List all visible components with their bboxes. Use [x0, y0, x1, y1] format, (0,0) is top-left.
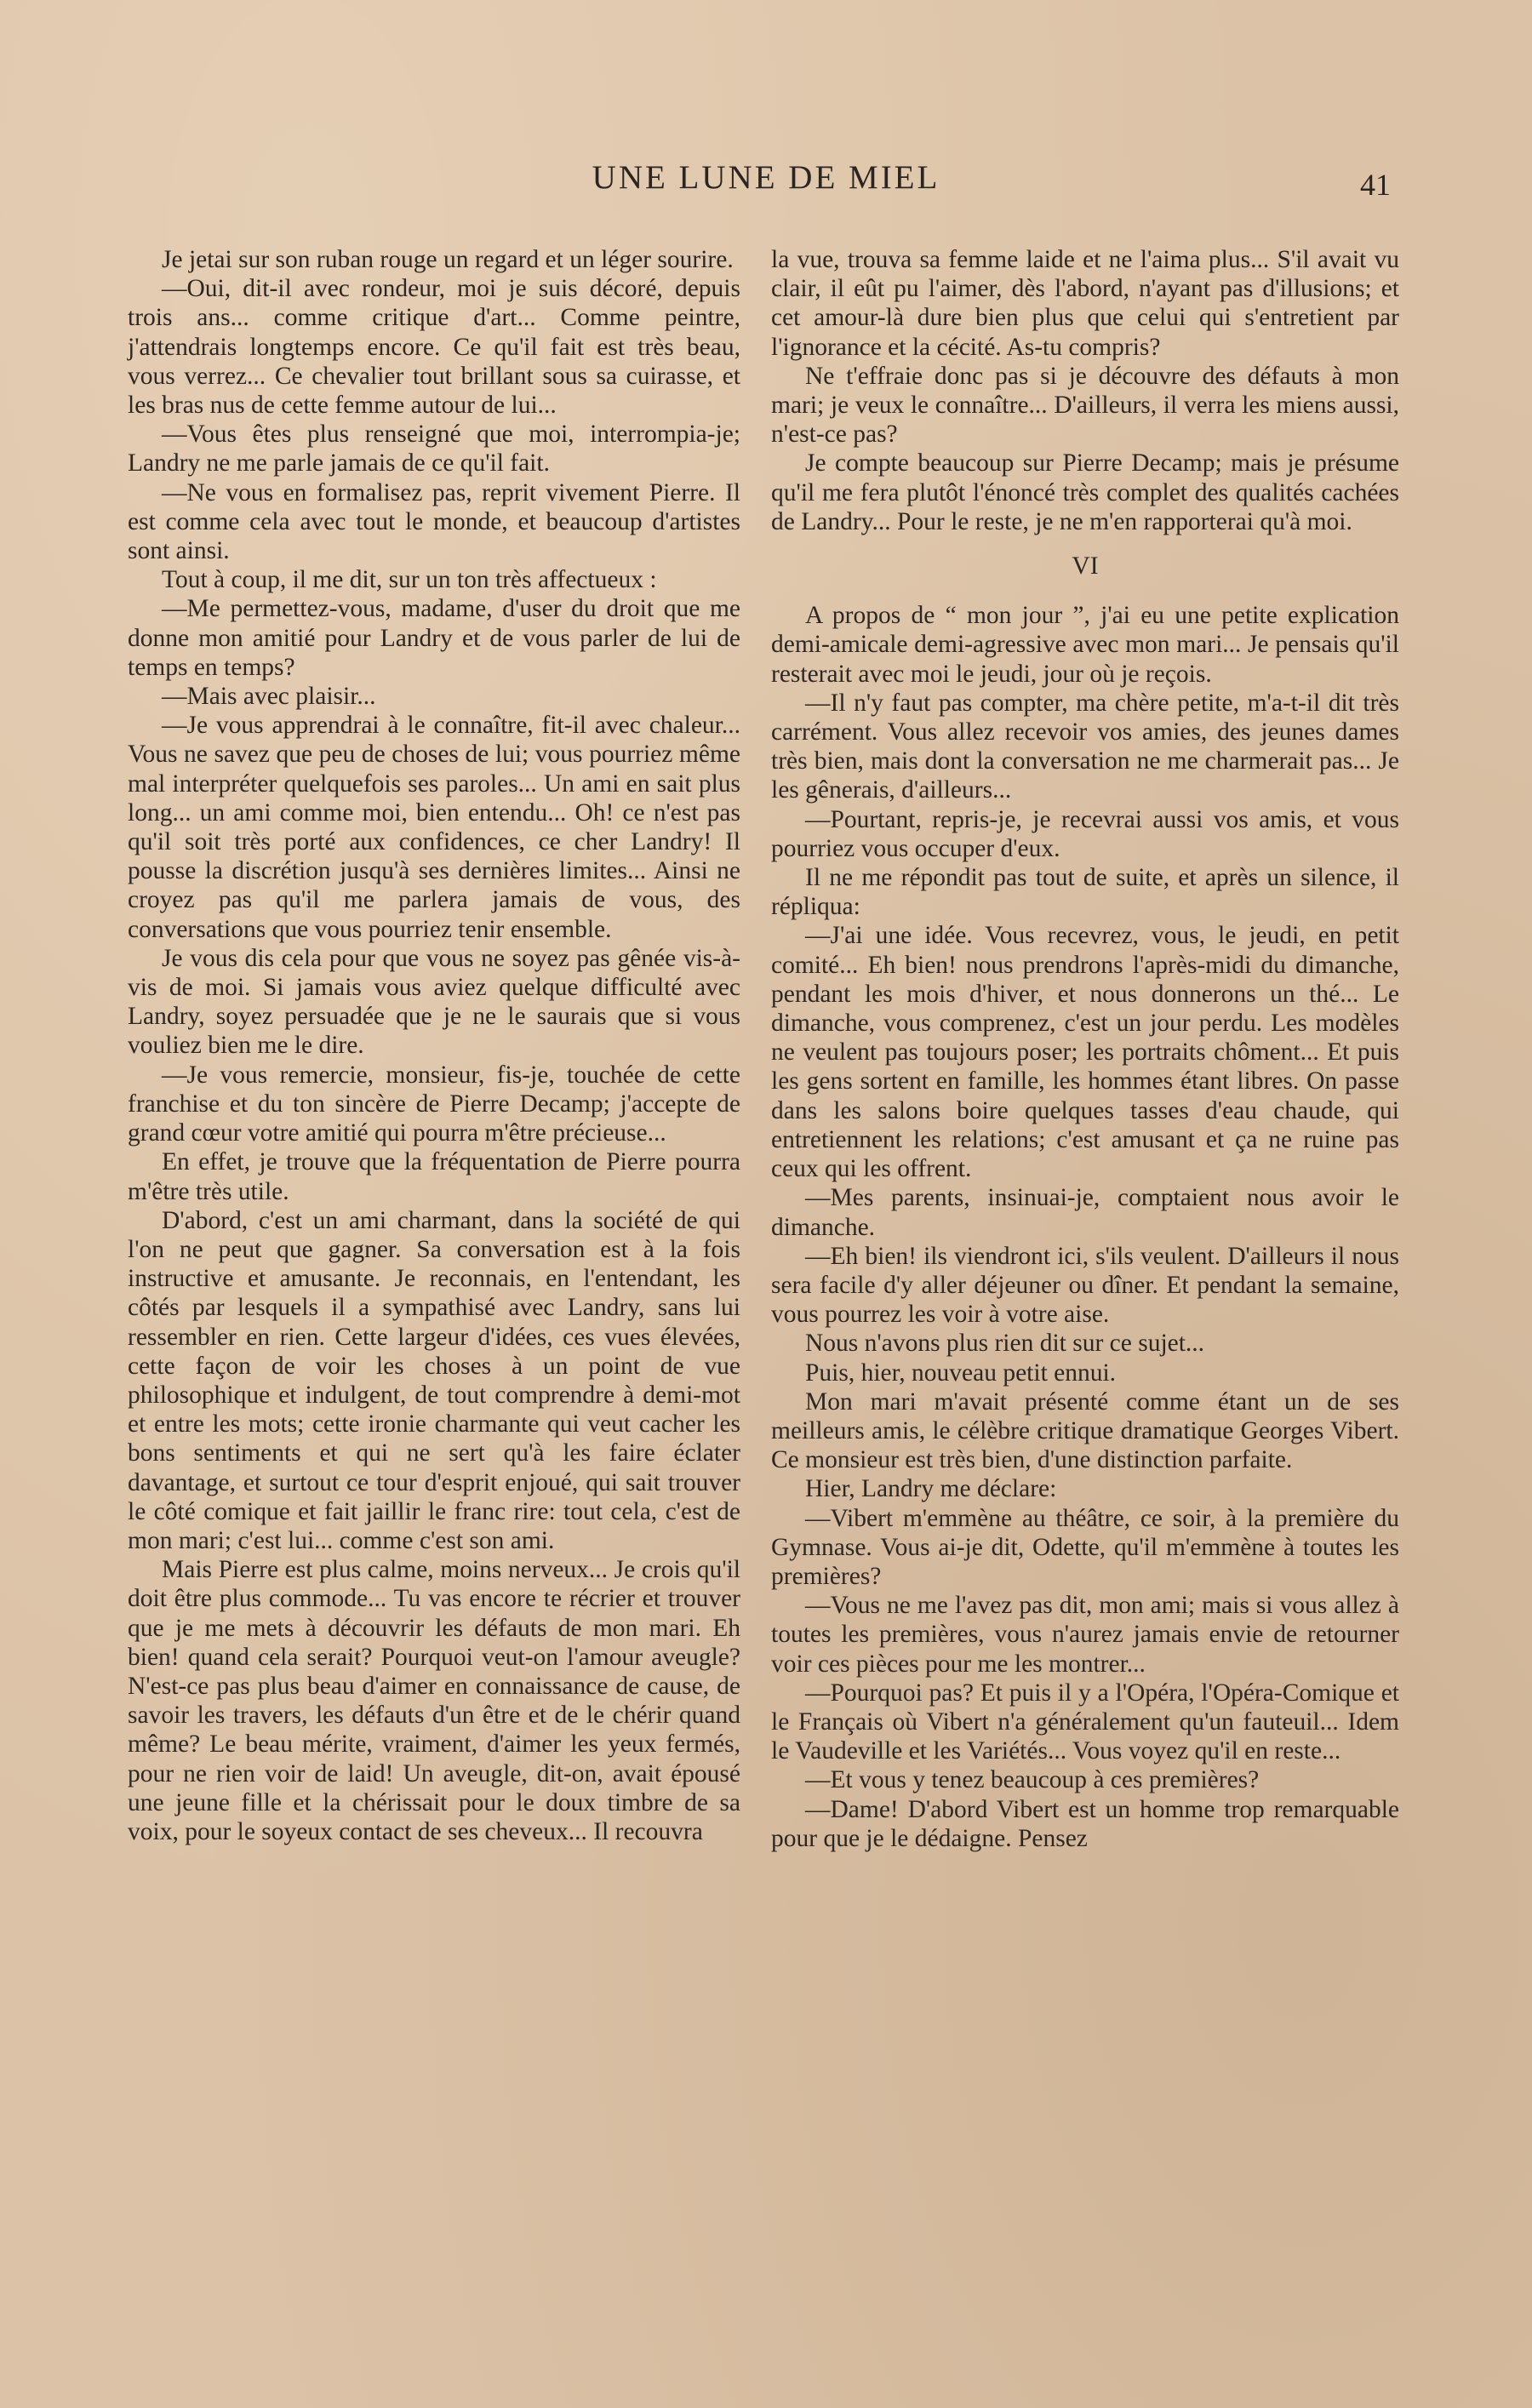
paragraph: —Dame! D'abord Vibert est un homme trop remarquable pour que je le dédaigne. Pensez: [771, 1795, 1399, 1852]
paragraph: —J'ai une idée. Vous recevrez, vous, le jeudi, en petit comité... Eh bien! nous prendrons l'après-midi du dimanche, pendant les mois d'hiver, et nous donnerons un thé... Le dimanche, vous comprenez, c'est un jour perdu. Les modèles ne veulent pas toujours poser; les portraits chôment... Et puis les gens sortent en famille, les hommes étant libres. On passe dans les salons boire quelques tasses d'eau chaude, qui entretiennent les relations; c'est amusant et ça ne ruine pas ceux qui les offrent.: [771, 922, 1399, 1183]
paragraph: Nous n'avons plus rien dit sur ce sujet...: [805, 1330, 1205, 1358]
paragraph: D'abord, c'est un ami charmant, dans la société de qui l'on ne peut que gagner. Sa conversation est à la fois instructive et amusante. Je reconnais, en l'entendant, les côtés par lesquels il a sympathisé avec Landry, sans lui ressembler en rien. Cette largeur d'idées, ces vues élevées, cette façon de voir les choses à un point de vue philosophique et indulgent, de tout comprendre à demi-mot et entre les mots; cette ironie charmante qui veut cacher les bons sentiments et qui ne sert qu'à les faire éclater davantage, et surtout ce tour d'esprit enjoué, qui sait trouver le côté comique et fait jaillir le franc rire: tout cela, c'est de mon mari; c'est lui... comme c'est son ami.: [128, 1206, 740, 1554]
paragraph: —Et vous y tenez beaucoup à ces premières?: [805, 1766, 1260, 1794]
section-number: VI: [1072, 552, 1099, 581]
paragraph: Puis, hier, nouveau petit ennui.: [805, 1358, 1117, 1387]
paragraph: —Pourquoi pas? Et puis il y a l'Opéra, l'Opéra-Comique et le Français où Vibert n'a généralement qu'un fauteuil... Idem le Vaudeville et les Variétés... Vous voyez qu'il en reste...: [771, 1679, 1399, 1765]
paragraph: —Vous êtes plus renseigné que moi, interrompia-je; Landry ne me parle jamais de ce qu'il fait.: [128, 420, 740, 478]
paragraph: —Il n'y faut pas compter, ma chère petite, m'a-t-il dit très carrément. Vous allez recevoir vos amies, des jeunes dames très bien, mais dont la conversation ne me charmerait pas... Je les gênerais, d'ailleurs...: [771, 689, 1399, 804]
paragraph: Je vous dis cela pour que vous ne soyez pas gênée vis-à-vis de moi. Si jamais vous aviez quelque difficulté avec Landry, soyez persuadée que je ne le saurais que si vous vouliez bien me le dire.: [128, 944, 740, 1060]
running-title: UNE LUNE DE MIEL: [592, 159, 940, 196]
paragraph: —Vibert m'emmène au théâtre, ce soir, à la première du Gymnase. Vous ai-je dit, Odette, qu'il m'emmène à toutes les premières?: [771, 1504, 1399, 1590]
paragraph: la vue, trouva sa femme laide et ne l'aima plus... S'il avait vu clair, il eût pu l'aimer, dès l'abord, n'ayant pas d'illusions; et cet amour-là dure bien plus que celui qui s'entretient par l'ignorance et la cécité. As-tu compris?: [771, 246, 1399, 361]
paragraph: Il ne me répondit pas tout de suite, et après un silence, il répliqua:: [771, 864, 1399, 921]
paragraph: —Eh bien! ils viendront ici, s'ils veulent. D'ailleurs il nous sera facile d'y aller déjeuner ou dîner. Et pendant la semaine, vous pourrez les voir à votre aise.: [771, 1242, 1399, 1329]
paragraph: —Mais avec plaisir...: [162, 683, 376, 711]
paragraph: Tout à coup, il me dit, sur un ton très affectueux :: [162, 566, 657, 594]
left-column: [128, 245, 740, 1846]
paragraph: —Mes parents, insinuai-je, comptaient nous avoir le dimanche.: [771, 1184, 1399, 1241]
paragraph: —Je vous remercie, monsieur, fis-je, touchée de cette franchise et du ton sincère de Pierre Decamp; j'accepte de grand cœur votre amitié qui pourra m'être précieuse...: [128, 1061, 740, 1147]
page-number: 41: [1360, 168, 1391, 202]
paragraph: Mon mari m'avait présenté comme étant un de ses meilleurs amis, le célèbre critique dramatique Georges Vibert. Ce monsieur est très bien, d'une distinction parfaite.: [771, 1387, 1399, 1474]
paragraph: En effet, je trouve que la fréquentation de Pierre pourra m'être très utile.: [128, 1148, 740, 1205]
paragraph: Je jetai sur son ruban rouge un regard et un léger sourire.: [162, 246, 734, 273]
paragraph: Hier, Landry me déclare:: [805, 1475, 1057, 1503]
paragraph: Mais Pierre est plus calme, moins nerveux... Je crois qu'il doit être plus commode... Tu vas encore te récrier et trouver que je me mets à découvrir les défauts de mon mari. Eh bien! quand cela serait? Pourquoi veut-on l'amour aveugle? N'est-ce pas plus beau d'aimer en connaissance de cause, de savoir les travers, les défauts d'un être et de le chérir quand même? Le beau mérite, vraiment, d'aimer les yeux fermés, pour ne rien voir de laid! Un aveugle, dit-on, avait épousé une jeune fille et la chérissait pour le doux timbre de sa voix, pour le soyeux contact de ses cheveux... Il recouvra: [128, 1556, 740, 1845]
paragraph: —Me permettez-vous, madame, d'user du droit que me donne mon amitié pour Landry et de vous parler de lui de temps en temps?: [128, 595, 740, 681]
paragraph: —Ne vous en formalisez pas, reprit vivement Pierre. Il est comme cela avec tout le monde, et beaucoup d'artistes sont ainsi.: [128, 478, 740, 565]
paragraph: —Pourtant, repris-je, je recevrai aussi vos amis, et vous pourriez vous occuper d'eux.: [771, 805, 1399, 862]
paragraph: —Vous ne me l'avez pas dit, mon ami; mais si vous allez à toutes les premières, vous n'aurez jamais envie de retourner voir ces pièces pour me les montrer...: [771, 1592, 1399, 1678]
paragraph: —Oui, dit-il avec rondeur, moi je suis décoré, depuis trois ans... comme critique d'art... Comme peintre, j'attendrais longtemps encore. Ce qu'il fait est très beau, vous verrez... Ce chevalier tout brillant sous sa cuirasse, et les bras nus de cette femme autour de lui...: [128, 275, 740, 420]
paragraph: Je compte beaucoup sur Pierre Decamp; mais je présume qu'il me fera plutôt l'énoncé très complet des qualités cachées de Landry... Pour le reste, je ne m'en rapporterai qu'à moi.: [771, 449, 1399, 535]
paragraph: Ne t'effraie donc pas si je découvre des défauts à mon mari; je veux le connaître... D'ailleurs, il verra les miens aussi, n'est-ce pas?: [771, 362, 1399, 449]
right-column: [771, 245, 1399, 1853]
paragraph: —Je vous apprendrai à le connaître, fit-il avec chaleur... Vous ne savez que peu de choses de lui; vous pourriez même mal interpréter quelquefois ses paroles... Un ami en sait plus long... un ami comme moi, bien entendu... Oh! ce n'est pas qu'il soit très porté aux confidences, ce cher Landry! Il pousse la discrétion jusqu'à ses dernières limites... Ainsi ne croyez pas qu'il me parlera jamais de vous, des conversations que vous pourriez tenir ensemble.: [128, 712, 740, 943]
paragraph: A propos de “ mon jour ”, j'ai eu une petite explication demi-amicale demi-agressive avec mon mari... Je pensais qu'il resterait avec moi le jeudi, jour où je reçois.: [771, 602, 1399, 688]
